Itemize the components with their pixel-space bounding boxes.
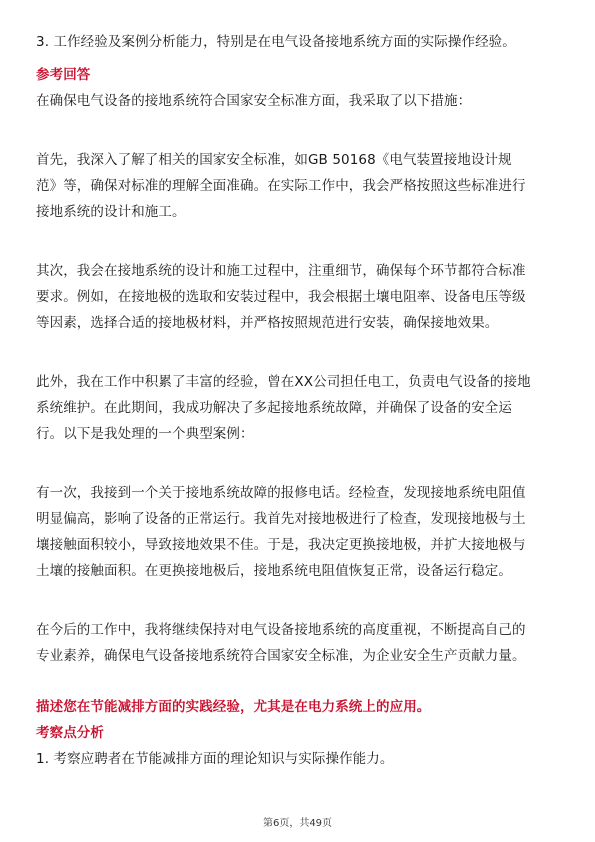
para2-line: 等因素，选择合适的接地极材料，并严格按照规范进行安装，确保接地效果。 [36, 315, 499, 331]
para4-line: 明显偏高，影响了设备的正常运行。我首先对接地极进行了检查，发现接地极与土 [36, 511, 526, 527]
para3-line: 此外，我在工作中积累了丰富的经验，曾在XX公司担任电工，负责电气设备的接地 [36, 374, 531, 390]
para1-line: 接地系统的设计和施工。 [36, 204, 186, 220]
para4-line: 有一次，我接到一个关于接地系统故障的报修电话。经检查，发现接地系统电阻值 [36, 485, 526, 501]
para4-line: 土壤的接触面积。在更换接地极后，接地系统电阻值恢复正常，设备运行稳定。 [36, 563, 512, 579]
question-heading: 描述您在节能减排方面的实践经验，尤其是在电力系统上的应用。 [36, 699, 431, 715]
para5-line: 专业素养，确保电气设备接地系统符合国家安全标准，为企业安全生产贡献力量。 [36, 648, 526, 664]
para2-line: 其次，我会在接地系统的设计和施工过程中，注重细节，确保每个环节都符合标准 [36, 263, 526, 279]
para3-line: 行。以下是我处理的一个典型案例： [36, 426, 254, 442]
analysis-label: 考察点分析 [36, 725, 104, 741]
para1-line: 首先，我深入了解了相关的国家安全标准，如GB 50168《电气装置接地设计规 [36, 152, 512, 168]
para4-line: 壤接触面积较小，导致接地效果不佳。于是，我决定更换接地极，并扩大接地极与 [36, 537, 526, 553]
para1-line: 范》等，确保对标准的理解全面准确。在实际工作中，我会严格按照这些标准进行 [36, 178, 526, 194]
page-number: 第6页，共49页 [262, 818, 333, 829]
para3-line: 系统维护。在此期间，我成功解决了多起接地系统故障，并确保了设备的安全运 [36, 400, 512, 416]
top-item: 3. 工作经验及案例分析能力，特别是在电气设备接地系统方面的实际操作经验。 [36, 34, 516, 50]
analysis-item: 1. 考察应聘者在节能减排方面的理论知识与实际操作能力。 [36, 751, 394, 767]
para2-line: 要求。例如，在接地极的选取和安装过程中，我会根据土壤电阻率、设备电压等级 [36, 289, 526, 305]
para5-line: 在今后的工作中，我将继续保持对电气设备接地系统的高度重视，不断提高自己的 [36, 622, 526, 638]
answer-intro: 在确保电气设备的接地系统符合国家安全标准方面，我采取了以下措施： [36, 93, 472, 109]
answer-label: 参考回答 [36, 67, 91, 83]
